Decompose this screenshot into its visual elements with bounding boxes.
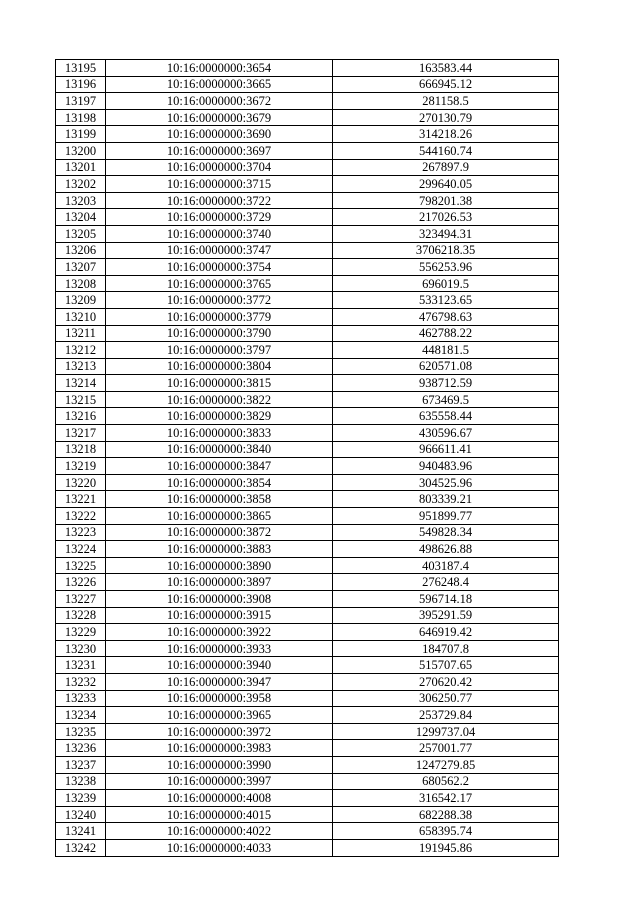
cadastral-number-cell: 10:16:0000000:3897: [106, 574, 333, 591]
value-cell: 476798.63: [333, 308, 559, 325]
cadastral-number-cell: 10:16:0000000:3665: [106, 76, 333, 93]
row-number-cell: 13199: [56, 126, 106, 143]
cadastral-number-cell: 10:16:0000000:3779: [106, 308, 333, 325]
value-cell: 646919.42: [333, 624, 559, 641]
table-row: [56, 60, 559, 77]
row-number-cell: 13230: [56, 640, 106, 657]
row-number-cell: 13239: [56, 790, 106, 807]
table-row: [56, 557, 559, 574]
value-cell: 253729.84: [333, 707, 559, 724]
table-row: [56, 707, 559, 724]
row-number-cell: 13211: [56, 325, 106, 342]
table-row: [56, 524, 559, 541]
cadastral-number-cell: 10:16:0000000:3797: [106, 342, 333, 359]
cadastral-number-cell: 10:16:0000000:3883: [106, 541, 333, 558]
table-row: [56, 225, 559, 242]
table-row: [56, 508, 559, 525]
cadastral-number-cell: 10:16:0000000:3958: [106, 690, 333, 707]
cadastral-number-cell: 10:16:0000000:3865: [106, 508, 333, 525]
table-row: [56, 690, 559, 707]
table-row: [56, 823, 559, 840]
cadastral-number-cell: 10:16:0000000:3890: [106, 557, 333, 574]
cadastral-number-cell: 10:16:0000000:3654: [106, 60, 333, 77]
value-cell: 680562.2: [333, 773, 559, 790]
row-number-cell: 13214: [56, 375, 106, 392]
table-row: [56, 541, 559, 558]
cadastral-number-cell: 10:16:0000000:3715: [106, 176, 333, 193]
row-number-cell: 13233: [56, 690, 106, 707]
table-row: [56, 275, 559, 292]
cadastral-number-cell: 10:16:0000000:3729: [106, 209, 333, 226]
value-cell: 803339.21: [333, 491, 559, 508]
row-number-cell: 13240: [56, 806, 106, 823]
value-cell: 462788.22: [333, 325, 559, 342]
table-row: [56, 806, 559, 823]
row-number-cell: 13222: [56, 508, 106, 525]
table-row: [56, 458, 559, 475]
cadastral-number-cell: 10:16:0000000:3672: [106, 93, 333, 110]
cadastral-number-cell: 10:16:0000000:3922: [106, 624, 333, 641]
value-cell: 217026.53: [333, 209, 559, 226]
row-number-cell: 13229: [56, 624, 106, 641]
value-cell: 314218.26: [333, 126, 559, 143]
row-number-cell: 13215: [56, 391, 106, 408]
row-number-cell: 13202: [56, 176, 106, 193]
value-cell: 673469.5: [333, 391, 559, 408]
value-cell: 304525.96: [333, 474, 559, 491]
table-row: [56, 474, 559, 491]
table-row: [56, 773, 559, 790]
row-number-cell: 13209: [56, 292, 106, 309]
table-row: [56, 408, 559, 425]
row-number-cell: 13218: [56, 441, 106, 458]
cadastral-number-cell: 10:16:0000000:3965: [106, 707, 333, 724]
value-cell: 276248.4: [333, 574, 559, 591]
value-cell: 306250.77: [333, 690, 559, 707]
table-row: [56, 292, 559, 309]
table-row: [56, 574, 559, 591]
cadastral-number-cell: 10:16:0000000:3829: [106, 408, 333, 425]
row-number-cell: 13205: [56, 225, 106, 242]
row-number-cell: 13223: [56, 524, 106, 541]
table-row: [56, 723, 559, 740]
table-body: [56, 60, 559, 857]
table-row: [56, 391, 559, 408]
value-cell: 533123.65: [333, 292, 559, 309]
table-row: [56, 209, 559, 226]
cadastral-number-cell: 10:16:0000000:3822: [106, 391, 333, 408]
table-row: [56, 441, 559, 458]
row-number-cell: 13210: [56, 308, 106, 325]
table-row: [56, 342, 559, 359]
row-number-cell: 13221: [56, 491, 106, 508]
table-row: [56, 358, 559, 375]
cadastral-number-cell: 10:16:0000000:3704: [106, 159, 333, 176]
value-cell: 940483.96: [333, 458, 559, 475]
cadastral-number-cell: 10:16:0000000:3747: [106, 242, 333, 259]
row-number-cell: 13208: [56, 275, 106, 292]
value-cell: 544160.74: [333, 142, 559, 159]
row-number-cell: 13195: [56, 60, 106, 77]
cadastral-number-cell: 10:16:0000000:3990: [106, 756, 333, 773]
value-cell: 951899.77: [333, 508, 559, 525]
cadastral-number-cell: 10:16:0000000:3740: [106, 225, 333, 242]
cadastral-number-cell: 10:16:0000000:4008: [106, 790, 333, 807]
value-cell: 549828.34: [333, 524, 559, 541]
value-cell: 299640.05: [333, 176, 559, 193]
cadastral-number-cell: 10:16:0000000:3872: [106, 524, 333, 541]
table-row: [56, 159, 559, 176]
table-row: [56, 591, 559, 608]
row-number-cell: 13228: [56, 607, 106, 624]
value-cell: 403187.4: [333, 557, 559, 574]
value-cell: 515707.65: [333, 657, 559, 674]
table-row: [56, 607, 559, 624]
cadastral-number-cell: 10:16:0000000:3697: [106, 142, 333, 159]
table-row: [56, 176, 559, 193]
table-row: [56, 109, 559, 126]
value-cell: 267897.9: [333, 159, 559, 176]
row-number-cell: 13200: [56, 142, 106, 159]
cadastral-number-cell: 10:16:0000000:3679: [106, 109, 333, 126]
data-table: [55, 59, 559, 857]
row-number-cell: 13204: [56, 209, 106, 226]
row-number-cell: 13203: [56, 192, 106, 209]
table-row: [56, 673, 559, 690]
value-cell: 556253.96: [333, 259, 559, 276]
cadastral-number-cell: 10:16:0000000:4022: [106, 823, 333, 840]
value-cell: 270620.42: [333, 673, 559, 690]
value-cell: 1247279.85: [333, 756, 559, 773]
row-number-cell: 13236: [56, 740, 106, 757]
row-number-cell: 13206: [56, 242, 106, 259]
table-row: [56, 624, 559, 641]
value-cell: 682288.38: [333, 806, 559, 823]
row-number-cell: 13212: [56, 342, 106, 359]
row-number-cell: 13241: [56, 823, 106, 840]
value-cell: 430596.67: [333, 425, 559, 442]
row-number-cell: 13216: [56, 408, 106, 425]
value-cell: 635558.44: [333, 408, 559, 425]
table-row: [56, 308, 559, 325]
cadastral-number-cell: 10:16:0000000:3858: [106, 491, 333, 508]
row-number-cell: 13207: [56, 259, 106, 276]
value-cell: 3706218.35: [333, 242, 559, 259]
value-cell: 184707.8: [333, 640, 559, 657]
value-cell: 938712.59: [333, 375, 559, 392]
cadastral-number-cell: 10:16:0000000:3947: [106, 673, 333, 690]
table-row: [56, 142, 559, 159]
table-row: [56, 425, 559, 442]
row-number-cell: 13231: [56, 657, 106, 674]
row-number-cell: 13235: [56, 723, 106, 740]
value-cell: 257001.77: [333, 740, 559, 757]
cadastral-number-cell: 10:16:0000000:3847: [106, 458, 333, 475]
value-cell: 620571.08: [333, 358, 559, 375]
cadastral-number-cell: 10:16:0000000:3815: [106, 375, 333, 392]
cadastral-number-cell: 10:16:0000000:3754: [106, 259, 333, 276]
row-number-cell: 13196: [56, 76, 106, 93]
row-number-cell: 13198: [56, 109, 106, 126]
value-cell: 395291.59: [333, 607, 559, 624]
cadastral-number-cell: 10:16:0000000:3833: [106, 425, 333, 442]
row-number-cell: 13197: [56, 93, 106, 110]
cadastral-number-cell: 10:16:0000000:3722: [106, 192, 333, 209]
cadastral-number-cell: 10:16:0000000:3690: [106, 126, 333, 143]
table-row: [56, 242, 559, 259]
value-cell: 448181.5: [333, 342, 559, 359]
cadastral-number-cell: 10:16:0000000:3765: [106, 275, 333, 292]
value-cell: 281158.5: [333, 93, 559, 110]
row-number-cell: 13234: [56, 707, 106, 724]
row-number-cell: 13213: [56, 358, 106, 375]
cadastral-number-cell: 10:16:0000000:3840: [106, 441, 333, 458]
row-number-cell: 13224: [56, 541, 106, 558]
row-number-cell: 13220: [56, 474, 106, 491]
value-cell: 323494.31: [333, 225, 559, 242]
cadastral-number-cell: 10:16:0000000:3790: [106, 325, 333, 342]
table-row: [56, 740, 559, 757]
table-row: [56, 790, 559, 807]
cadastral-number-cell: 10:16:0000000:3804: [106, 358, 333, 375]
cadastral-number-cell: 10:16:0000000:4015: [106, 806, 333, 823]
value-cell: 1299737.04: [333, 723, 559, 740]
value-cell: 666945.12: [333, 76, 559, 93]
row-number-cell: 13226: [56, 574, 106, 591]
row-number-cell: 13237: [56, 756, 106, 773]
cadastral-number-cell: 10:16:0000000:4033: [106, 839, 333, 856]
table-row: [56, 756, 559, 773]
row-number-cell: 13217: [56, 425, 106, 442]
row-number-cell: 13242: [56, 839, 106, 856]
cadastral-number-cell: 10:16:0000000:3940: [106, 657, 333, 674]
value-cell: 596714.18: [333, 591, 559, 608]
cadastral-number-cell: 10:16:0000000:3997: [106, 773, 333, 790]
cadastral-number-cell: 10:16:0000000:3915: [106, 607, 333, 624]
value-cell: 191945.86: [333, 839, 559, 856]
table-row: [56, 93, 559, 110]
table-row: [56, 657, 559, 674]
value-cell: 966611.41: [333, 441, 559, 458]
table-row: [56, 640, 559, 657]
table-row: [56, 126, 559, 143]
value-cell: 658395.74: [333, 823, 559, 840]
table-row: [56, 76, 559, 93]
table-row: [56, 259, 559, 276]
cadastral-number-cell: 10:16:0000000:3908: [106, 591, 333, 608]
value-cell: 798201.38: [333, 192, 559, 209]
row-number-cell: 13219: [56, 458, 106, 475]
table-row: [56, 375, 559, 392]
row-number-cell: 13238: [56, 773, 106, 790]
cadastral-number-cell: 10:16:0000000:3983: [106, 740, 333, 757]
table-row: [56, 839, 559, 856]
value-cell: 696019.5: [333, 275, 559, 292]
cadastral-number-cell: 10:16:0000000:3933: [106, 640, 333, 657]
value-cell: 270130.79: [333, 109, 559, 126]
cadastral-number-cell: 10:16:0000000:3972: [106, 723, 333, 740]
row-number-cell: 13227: [56, 591, 106, 608]
cadastral-number-cell: 10:16:0000000:3854: [106, 474, 333, 491]
value-cell: 316542.17: [333, 790, 559, 807]
table-row: [56, 325, 559, 342]
table-row: [56, 491, 559, 508]
table-row: [56, 192, 559, 209]
cadastral-number-cell: 10:16:0000000:3772: [106, 292, 333, 309]
row-number-cell: 13201: [56, 159, 106, 176]
value-cell: 498626.88: [333, 541, 559, 558]
row-number-cell: 13232: [56, 673, 106, 690]
row-number-cell: 13225: [56, 557, 106, 574]
value-cell: 163583.44: [333, 60, 559, 77]
